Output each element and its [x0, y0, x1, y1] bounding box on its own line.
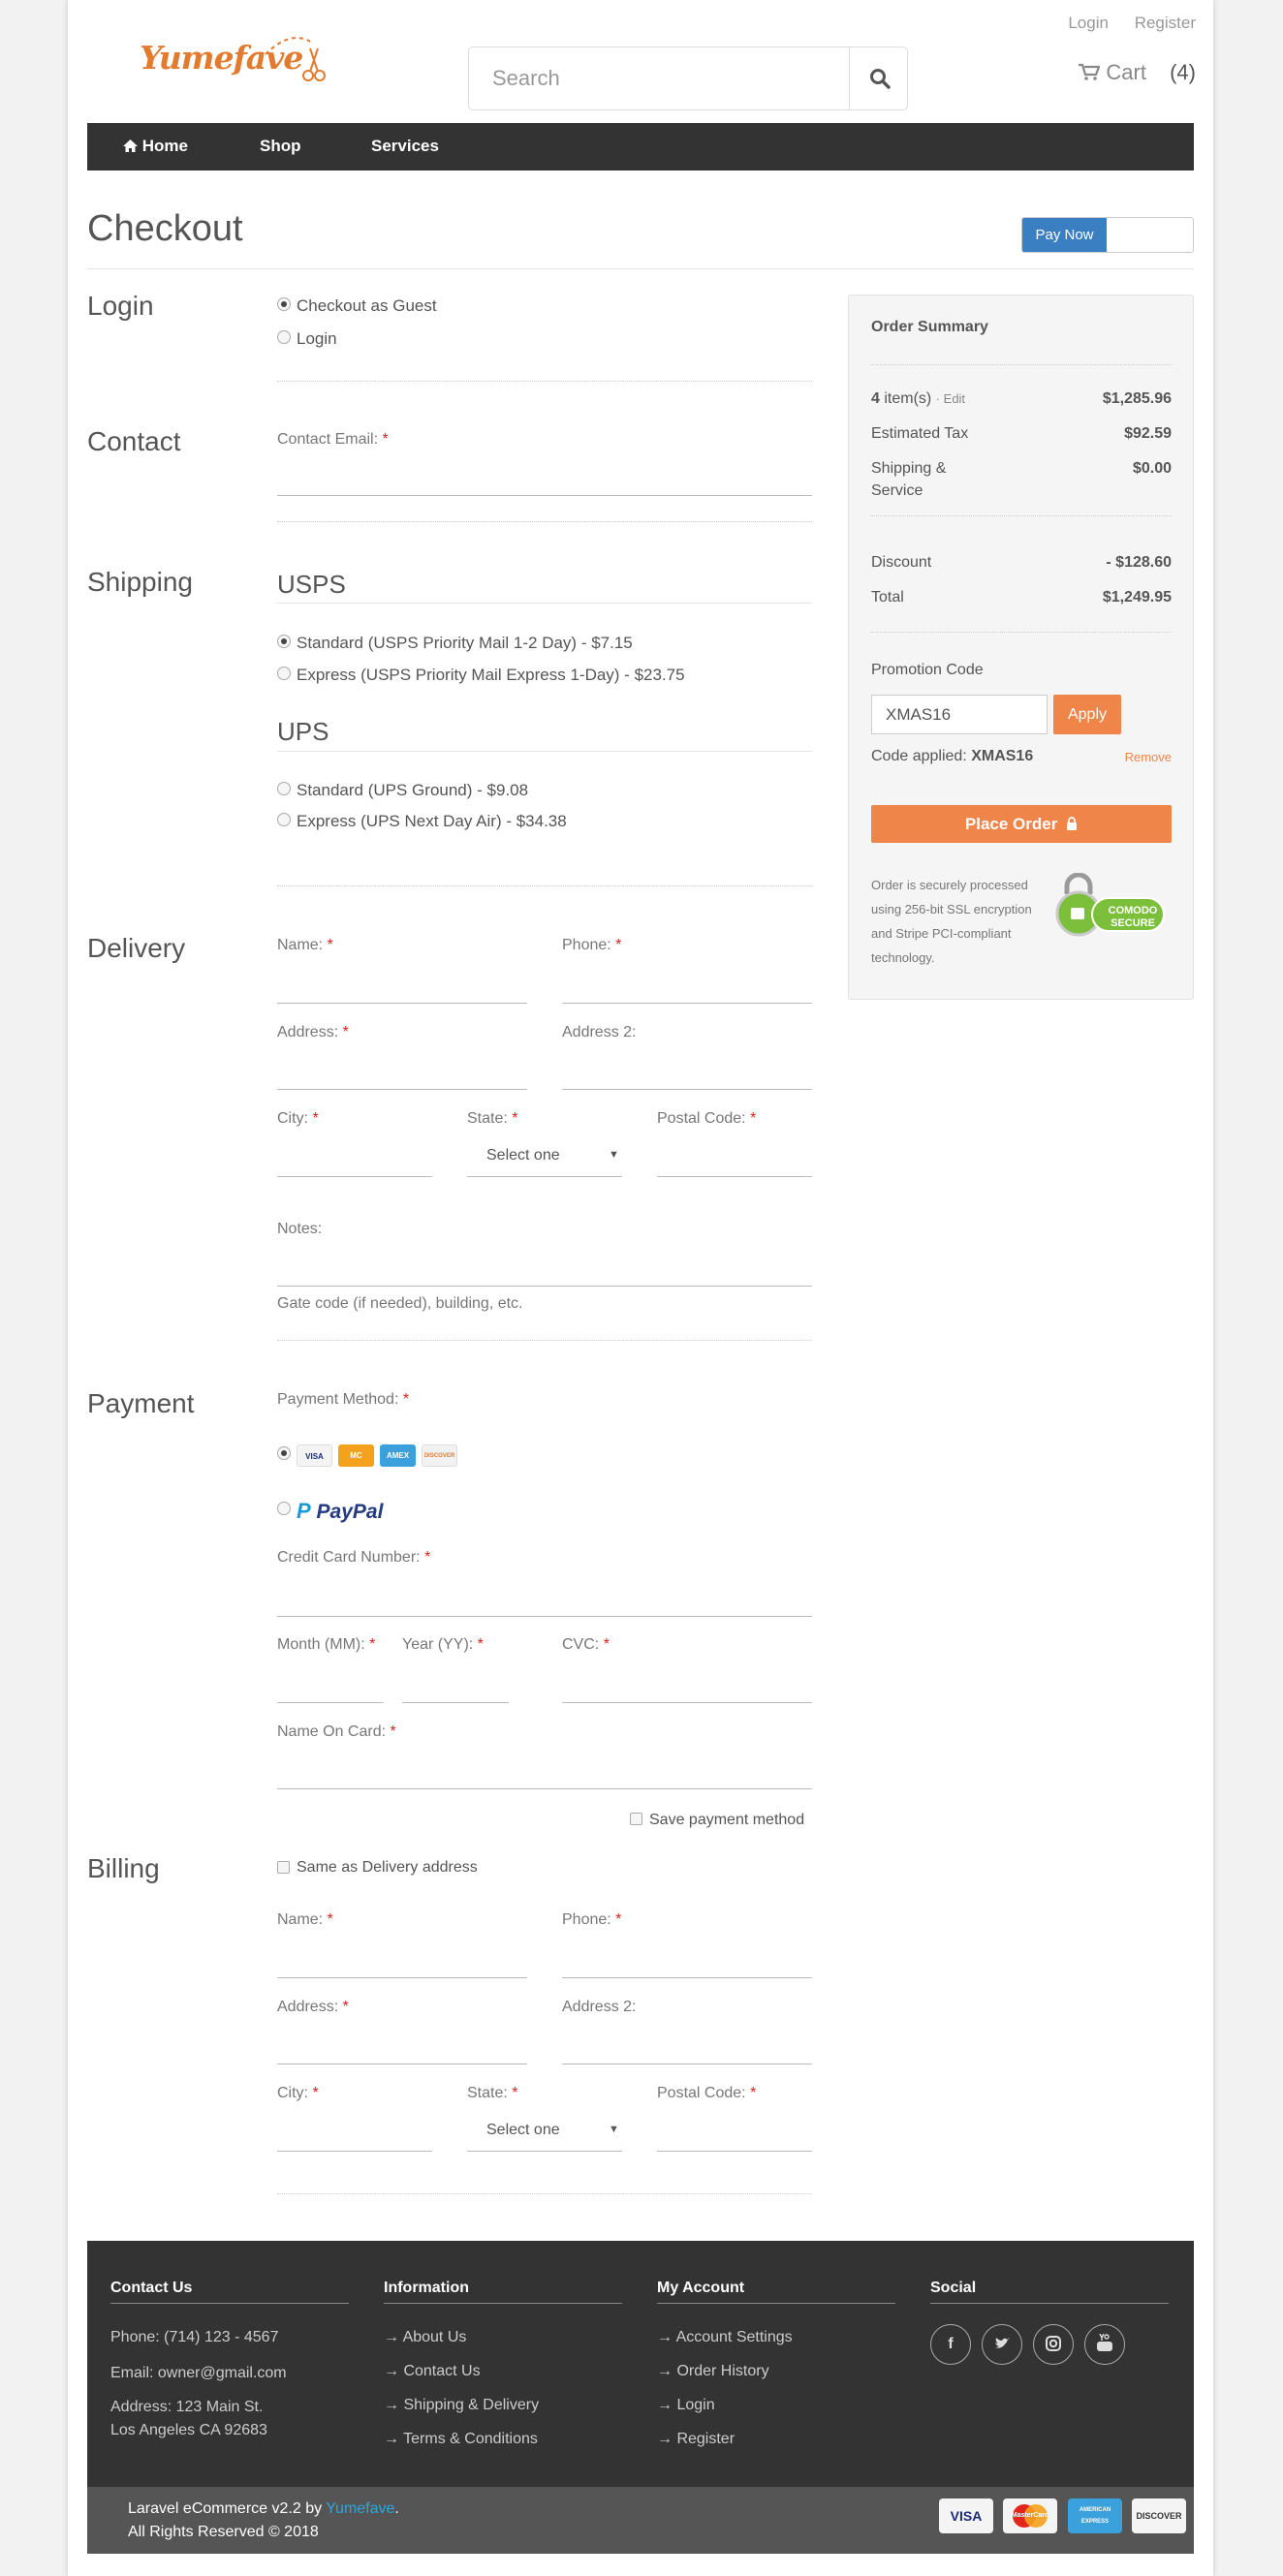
delivery-postal-field[interactable] — [657, 1176, 812, 1177]
cart-link[interactable] — [1079, 60, 1196, 85]
card-radio[interactable] — [277, 1446, 291, 1460]
delivery-address2-label: Address 2: — [562, 1024, 637, 1040]
divider — [110, 2303, 349, 2304]
delivery-address-field[interactable] — [277, 1089, 527, 1090]
billing-state-select[interactable]: Select one — [486, 2122, 560, 2138]
divider — [871, 364, 1172, 365]
footer-contact-title: Contact Us — [110, 2280, 193, 2296]
page-title: Checkout — [87, 208, 243, 249]
ups-standard-label[interactable]: Standard (UPS Ground) - $9.08 — [297, 781, 529, 799]
usps-title: USPS — [277, 570, 346, 599]
save-payment-checkbox[interactable] — [630, 1813, 642, 1825]
footer-social-title: Social — [930, 2280, 977, 2296]
delivery-phone-field[interactable] — [562, 1003, 812, 1004]
billing-address2-label: Address 2: — [562, 1999, 637, 2015]
pay-now-button[interactable]: Pay Now — [1022, 218, 1107, 252]
divider — [277, 521, 812, 522]
billing-name-field[interactable] — [277, 1977, 527, 1978]
billing-name-label: Name: * — [277, 1911, 333, 1928]
usps-standard-label[interactable]: Standard (USPS Priority Mail 1-2 Day) - $7.15 — [297, 634, 633, 652]
footer-link-shipping[interactable]: → Shipping & Delivery — [384, 2397, 540, 2413]
cart-icon — [1079, 63, 1100, 80]
search-icon — [869, 68, 891, 89]
delivery-name-field[interactable] — [277, 1003, 527, 1004]
payment-section-title: Payment — [87, 1388, 195, 1418]
nav-home[interactable] — [123, 137, 188, 156]
total-label: Total — [871, 589, 904, 605]
paypal-icon: P — [297, 1499, 311, 1523]
footer-credit: Laravel eCommerce v2.2 by Yumefave. — [128, 2500, 399, 2517]
delivery-city-field[interactable] — [277, 1176, 432, 1177]
footer-bottom-bar — [87, 2487, 1194, 2554]
place-order-button[interactable]: Place Order — [871, 805, 1172, 843]
billing-city-label: City: * — [277, 2085, 319, 2101]
cvc-field[interactable] — [562, 1702, 812, 1703]
year-field[interactable] — [402, 1702, 509, 1703]
delivery-postal-label: Postal Code: * — [657, 1110, 757, 1127]
summary-items-total: $1,285.96 — [1102, 390, 1172, 407]
visa-icon: VISA — [939, 2498, 993, 2533]
mastercard-icon: MasterCard — [1003, 2498, 1057, 2533]
guest-radio[interactable] — [277, 297, 291, 311]
delivery-notes-field[interactable] — [277, 1286, 812, 1287]
ups-standard-radio[interactable] — [277, 782, 291, 795]
facebook-icon[interactable]: f — [930, 2324, 971, 2365]
delivery-section-title: Delivery — [87, 933, 186, 963]
divider — [277, 381, 812, 382]
billing-section-title: Billing — [87, 1853, 160, 1883]
summary-title: Order Summary — [871, 319, 988, 335]
comodo-secure-seal — [1055, 873, 1168, 943]
same-as-delivery-checkbox[interactable] — [277, 1861, 290, 1874]
contact-section-title: Contact — [87, 426, 181, 456]
search-button[interactable] — [849, 47, 907, 109]
youtube-icon[interactable] — [1084, 2324, 1125, 2365]
footer-email: Email: owner@gmail.com — [110, 2365, 287, 2381]
header-register-link[interactable]: Register — [1134, 14, 1196, 32]
remove-code-link[interactable]: Remove — [1124, 750, 1172, 764]
summary-items: 4 item(s) · Edit — [871, 390, 966, 407]
total-value: $1,249.95 — [1102, 589, 1172, 605]
billing-phone-field[interactable] — [562, 1977, 812, 1978]
delivery-phone-label: Phone: * — [562, 937, 622, 953]
footer-credit-link[interactable]: Yumefave — [326, 2500, 395, 2517]
paypal-logo: P PayPal — [297, 1499, 384, 1523]
divider — [277, 885, 812, 886]
delivery-state-underline — [467, 1176, 622, 1177]
billing-postal-field[interactable] — [657, 2151, 812, 2152]
login-radio[interactable] — [277, 330, 291, 344]
code-applied: Code applied: XMAS16 — [871, 748, 1034, 764]
discount-label: Discount — [871, 554, 932, 571]
billing-state-underline — [467, 2151, 622, 2152]
login-option-label[interactable]: Login — [297, 329, 337, 348]
usps-express-label[interactable]: Express (USPS Priority Mail Express 1-Day) - $23.75 — [297, 666, 685, 684]
search-box[interactable] — [468, 47, 908, 110]
delivery-address-label: Address: * — [277, 1024, 349, 1040]
login-section-title: Login — [87, 291, 154, 321]
paypal-radio[interactable] — [277, 1502, 291, 1515]
footer-link-terms[interactable]: → Terms & Conditions — [384, 2431, 538, 2447]
promo-label: Promotion Code — [871, 662, 984, 678]
delivery-state-select[interactable]: Select one — [486, 1147, 560, 1164]
nav-home-label: Home — [141, 137, 188, 155]
divider — [87, 268, 1194, 269]
billing-address-label: Address: * — [277, 1999, 349, 2015]
billing-state-label: State: * — [467, 2085, 518, 2101]
same-as-delivery-label[interactable]: Same as Delivery address — [297, 1859, 478, 1876]
tax-value: $92.59 — [1124, 425, 1172, 442]
usps-standard-radio[interactable] — [277, 635, 291, 648]
scissors-icon — [262, 33, 328, 91]
footer-link-contact[interactable]: → Contact Us — [384, 2363, 481, 2379]
secure-text: Order is securely processed using 256-bit SSL encryption and Stripe PCI-compliant technology. — [871, 878, 1032, 965]
ups-express-radio[interactable] — [277, 813, 291, 826]
main-nav — [87, 123, 1194, 171]
shipping-label-1: Shipping & — [871, 460, 947, 477]
divider — [384, 2303, 622, 2304]
contact-email-label: Contact Email: * — [277, 431, 389, 448]
delivery-city-label: City: * — [277, 1110, 319, 1127]
edit-link[interactable]: · Edit — [935, 391, 966, 406]
footer-link-about[interactable]: → About Us — [384, 2329, 467, 2345]
card-number-field[interactable] — [277, 1616, 812, 1617]
visa-icon: VISA — [297, 1444, 332, 1467]
lock-icon — [1066, 817, 1078, 830]
delivery-notes-label: Notes: — [277, 1221, 323, 1237]
footer-account-title: My Account — [657, 2280, 745, 2296]
logo[interactable] — [140, 39, 302, 77]
logo-text: Yumefave — [140, 39, 303, 77]
divider — [277, 1340, 812, 1341]
amex-icon: AMERICAN EXPRESS — [1068, 2498, 1122, 2533]
footer-phone: Phone: (714) 123 - 4567 — [110, 2329, 279, 2345]
footer-link-register[interactable]: → Register — [657, 2431, 735, 2447]
save-payment-label[interactable]: Save payment method — [649, 1812, 805, 1828]
name-on-card-field[interactable] — [277, 1788, 812, 1789]
divider — [277, 603, 812, 604]
chevron-down-icon: ▼ — [609, 2124, 619, 2135]
promo-code-input[interactable]: XMAS16 — [871, 695, 1048, 734]
delivery-name-label: Name: * — [277, 937, 333, 953]
divider — [871, 515, 1172, 516]
seal-text-2: SECURE — [1111, 917, 1155, 929]
footer-link-order-history[interactable]: → Order History — [657, 2363, 769, 2379]
billing-postal-label: Postal Code: * — [657, 2085, 757, 2101]
guest-option-label[interactable]: Checkout as Guest — [297, 296, 437, 315]
discover-icon: DISCOVER — [1132, 2498, 1186, 2533]
delivery-address2-field[interactable] — [562, 1089, 812, 1090]
footer-link-account-settings[interactable]: → Account Settings — [657, 2329, 793, 2345]
nav-services[interactable]: Services — [371, 137, 439, 155]
nav-shop[interactable]: Shop — [260, 137, 301, 155]
page-container — [68, 0, 1213, 2576]
pay-now-toggle[interactable] — [1021, 217, 1194, 253]
month-label: Month (MM): * — [277, 1636, 376, 1653]
divider — [657, 2303, 895, 2304]
contact-email-field[interactable] — [277, 495, 812, 496]
shipping-label-2: Service — [871, 482, 923, 499]
divider — [871, 632, 1172, 633]
top-links — [1047, 14, 1196, 33]
apply-button[interactable]: Apply — [1053, 695, 1121, 734]
search-input[interactable]: Search — [492, 66, 560, 90]
billing-city-field[interactable] — [277, 2151, 432, 2152]
divider — [930, 2303, 1169, 2304]
payment-method-label: Payment Method: * — [277, 1391, 410, 1408]
month-field[interactable] — [277, 1702, 384, 1703]
twitter-icon[interactable] — [982, 2324, 1022, 2365]
footer-link-login[interactable]: → Login — [657, 2397, 715, 2413]
footer-address-2: Los Angeles CA 92683 — [110, 2422, 267, 2438]
footer-info-title: Information — [384, 2280, 469, 2296]
shipping-section-title: Shipping — [87, 567, 193, 597]
cart-count: (4) — [1170, 60, 1196, 84]
usps-express-radio[interactable] — [277, 667, 291, 680]
tax-label: Estimated Tax — [871, 425, 969, 442]
discount-value: - $128.60 — [1106, 554, 1172, 571]
footer-address-1: Address: 123 Main St. — [110, 2399, 264, 2415]
shipping-value: $0.00 — [1132, 460, 1172, 477]
divider — [277, 751, 812, 752]
cart-label: Cart — [1106, 60, 1146, 84]
card-number-label: Credit Card Number: * — [277, 1549, 431, 1566]
discover-icon: DISCOVER — [422, 1444, 457, 1467]
mastercard-icon: MC — [338, 1444, 374, 1467]
chevron-down-icon: ▼ — [609, 1149, 619, 1161]
footer — [87, 2241, 1194, 2487]
delivery-state-label: State: * — [467, 1110, 518, 1127]
billing-phone-label: Phone: * — [562, 1911, 622, 1928]
divider — [277, 2193, 812, 2194]
seal-text-1: COMODO — [1108, 905, 1158, 916]
ups-title: UPS — [277, 717, 329, 746]
home-icon — [123, 140, 138, 152]
instagram-icon[interactable] — [1033, 2324, 1074, 2365]
order-summary — [848, 295, 1194, 1000]
footer-rights: All Rights Reserved © 2018 — [128, 2524, 319, 2540]
year-label: Year (YY): * — [402, 1636, 484, 1653]
name-on-card-label: Name On Card: * — [277, 1723, 396, 1740]
delivery-notes-help: Gate code (if needed), building, etc. — [277, 1295, 523, 1312]
cvc-label: CVC: * — [562, 1636, 610, 1653]
amex-icon: AMEX — [380, 1444, 416, 1467]
ups-express-label[interactable]: Express (UPS Next Day Air) - $34.38 — [297, 812, 567, 830]
header-login-link[interactable]: Login — [1068, 14, 1109, 32]
